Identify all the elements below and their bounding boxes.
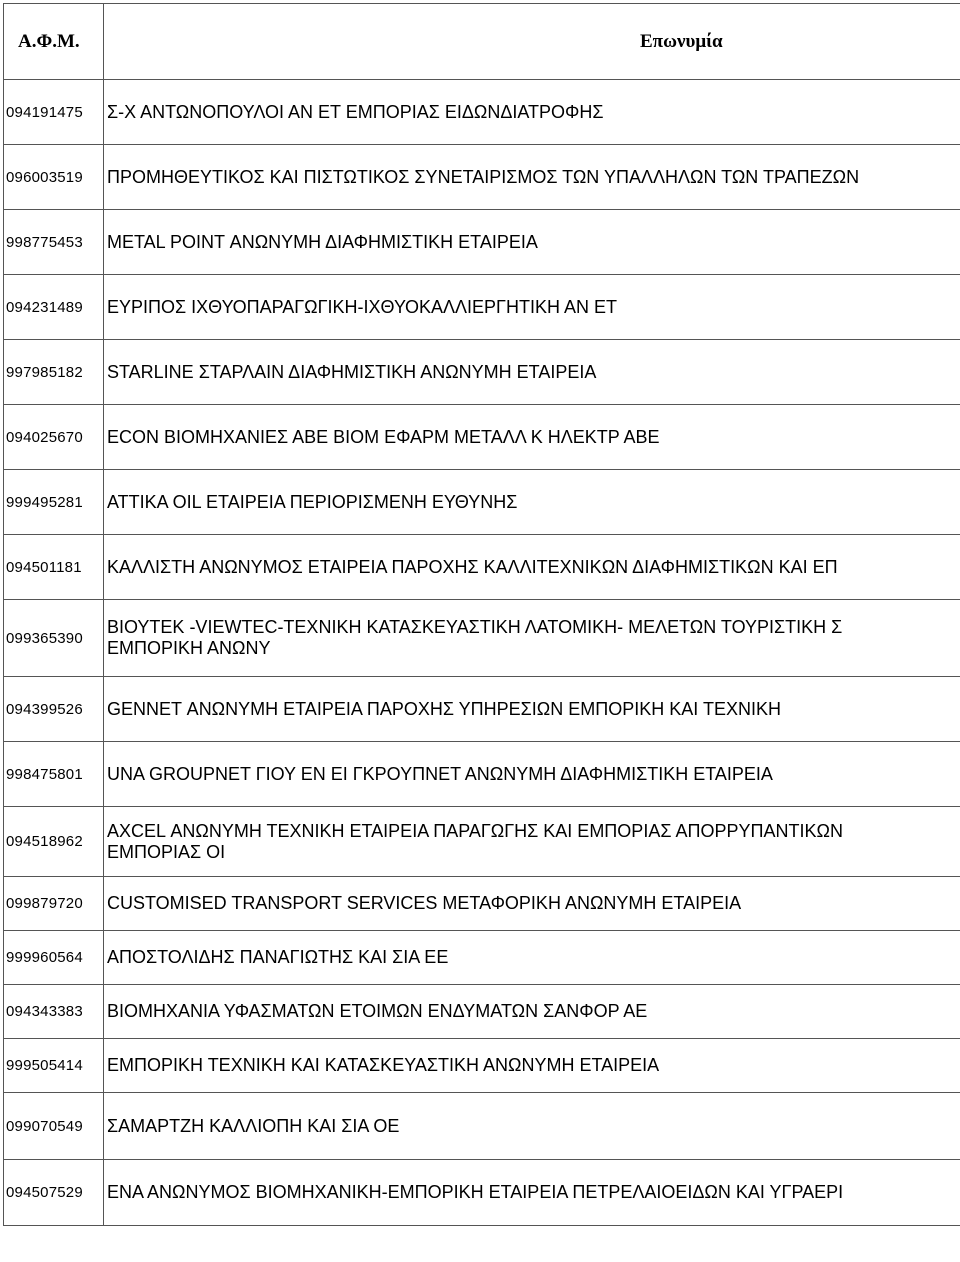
table-row — [4, 340, 960, 405]
table-row — [4, 877, 960, 931]
afm-cell: 099365390 — [4, 600, 104, 677]
name-cell: CUSTOMISED TRANSPORT SERVICES ΜΕΤΑΦΟΡΙΚΗ ΑΝΩΝΥΜΗ ΕΤΑΙΡΕΙΑ — [104, 877, 960, 931]
name-cell: ΒΙΟΜΗΧΑΝΙΑ ΥΦΑΣΜΑΤΩΝ ΕΤΟΙΜΩΝ ΕΝΔΥΜΑΤΩΝ ΣΑΝΦΟΡ ΑΕ — [104, 985, 960, 1039]
table-row — [4, 1039, 960, 1093]
header-name: Επωνυμία — [104, 4, 960, 80]
table-row — [4, 807, 960, 877]
name-line-2: ΕΜΠΟΡΙΚΗ ΑΝΩΝΥ — [107, 638, 271, 658]
name-cell: ATTIKA OIL ΕΤΑΙΡΕΙΑ ΠΕΡΙΟΡΙΣΜΕΝΗ ΕΥΘΥΝΗΣ — [104, 470, 960, 535]
afm-cell: 099879720 — [4, 877, 104, 931]
name-cell: ΕΜΠΟΡΙΚΗ ΤΕΧΝΙΚΗ ΚΑΙ ΚΑΤΑΣΚΕΥΑΣΤΙΚΗ ΑΝΩΝΥΜΗ ΕΤΑΙΡΕΙΑ — [104, 1039, 960, 1093]
header-afm: Α.Φ.Μ. — [4, 4, 104, 80]
afm-cell: 099070549 — [4, 1093, 104, 1160]
name-cell: ΑΠΟΣΤΟΛΙΔΗΣ ΠΑΝΑΓΙΩΤΗΣ ΚΑΙ ΣΙΑ ΕΕ — [104, 931, 960, 985]
table-row — [4, 535, 960, 600]
name-line-1: AXCEL ΑΝΩΝΥΜΗ ΤΕΧΝΙΚΗ ΕΤΑΙΡΕΙΑ ΠΑΡΑΓΩΓΗΣ ΚΑΙ ΕΜΠΟΡΙΑΣ ΑΠΟΡΡΥΠΑΝΤΙΚΩΝ — [107, 820, 843, 841]
table-row — [4, 677, 960, 742]
afm-cell: 094343383 — [4, 985, 104, 1039]
table-row — [4, 405, 960, 470]
table-row — [4, 1093, 960, 1160]
name-cell — [104, 600, 960, 677]
afm-cell: 999505414 — [4, 1039, 104, 1093]
afm-cell: 094507529 — [4, 1160, 104, 1226]
afm-cell: 094501181 — [4, 535, 104, 600]
name-cell: ΕΥΡΙΠΟΣ ΙΧΘΥΟΠΑΡΑΓΩΓΙΚΗ-ΙΧΘΥΟΚΑΛΛΙΕΡΓΗΤΙΚΗ ΑΝ ΕΤ — [104, 275, 960, 340]
afm-cell: 997985182 — [4, 340, 104, 405]
afm-cell: 999495281 — [4, 470, 104, 535]
afm-cell: 094025670 — [4, 405, 104, 470]
name-cell: UNA GROUPNET ΓΙΟΥ ΕΝ ΕΙ ΓΚΡΟΥΠΝΕΤ ΑΝΩΝΥΜΗ ΔΙΑΦΗΜΙΣΤΙΚΗ ΕΤΑΙΡΕΙΑ — [104, 742, 960, 807]
afm-cell: 998775453 — [4, 210, 104, 275]
companies-table — [3, 3, 960, 1226]
table-row — [4, 470, 960, 535]
afm-cell: 998475801 — [4, 742, 104, 807]
afm-cell: 096003519 — [4, 145, 104, 210]
afm-cell: 094399526 — [4, 677, 104, 742]
name-cell: METAL POINT ΑΝΩΝΥΜΗ ΔΙΑΦΗΜΙΣΤΙΚΗ ΕΤΑΙΡΕΙΑ — [104, 210, 960, 275]
name-cell: GENNET ΑΝΩΝΥΜΗ ΕΤΑΙΡΕΙΑ ΠΑΡΟΧΗΣ ΥΠΗΡΕΣΙΩΝ ΕΜΠΟΡΙΚΗ ΚΑΙ ΤΕΧΝΙΚΗ — [104, 677, 960, 742]
name-cell: ECON ΒΙΟΜΗΧΑΝΙΕΣ ΑΒΕ ΒΙΟΜ ΕΦΑΡΜ ΜΕΤΑΛΛ Κ ΗΛΕΚΤΡ ΑΒΕ — [104, 405, 960, 470]
table-row — [4, 210, 960, 275]
afm-cell: 999960564 — [4, 931, 104, 985]
name-line-1: ΒΙΟΥΤΕΚ -VIEWTEC-ΤΕΧΝΙΚΗ ΚΑΤΑΣΚΕΥΑΣΤΙΚΗ ΛΑΤΟΜΙΚΗ- ΜΕΛΕΤΩΝ ΤΟΥΡΙΣΤΙΚΗ Σ — [107, 617, 843, 637]
afm-cell: 094518962 — [4, 807, 104, 877]
name-line-2: ΕΜΠΟΡΙΑΣ ΟΙ — [107, 841, 226, 862]
name-cell: ΠΡΟΜΗΘΕΥΤΙΚΟΣ ΚΑΙ ΠΙΣΤΩΤΙΚΟΣ ΣΥΝΕΤΑΙΡΙΣΜΟΣ ΤΩΝ ΥΠΑΛΛΗΛΩΝ ΤΩΝ ΤΡΑΠΕΖΩΝ — [104, 145, 960, 210]
table-row — [4, 145, 960, 210]
name-cell: ΣΑΜΑΡΤΖΗ ΚΑΛΛΙΟΠΗ ΚΑΙ ΣΙΑ ΟΕ — [104, 1093, 960, 1160]
table-row — [4, 600, 960, 677]
table-row — [4, 985, 960, 1039]
companies-table-wrapper — [3, 3, 960, 1226]
afm-cell: 094231489 — [4, 275, 104, 340]
table-header-row — [4, 4, 960, 80]
name-cell: ΚΑΛΛΙΣΤΗ ΑΝΩΝΥΜΟΣ ΕΤΑΙΡΕΙΑ ΠΑΡΟΧΗΣ ΚΑΛΛΙΤΕΧΝΙΚΩΝ ΔΙΑΦΗΜΙΣΤΙΚΩΝ ΚΑΙ ΕΠ — [104, 535, 960, 600]
table-row — [4, 1160, 960, 1226]
name-cell: ΕΝΑ ΑΝΩΝΥΜΟΣ ΒΙΟΜΗΧΑΝΙΚΗ-ΕΜΠΟΡΙΚΗ ΕΤΑΙΡΕΙΑ ΠΕΤΡΕΛΑΙΟΕΙΔΩΝ ΚΑΙ ΥΓΡΑΕΡΙ — [104, 1160, 960, 1226]
name-cell: Σ-Χ ΑΝΤΩΝΟΠΟΥΛΟΙ ΑΝ ΕΤ ΕΜΠΟΡΙΑΣ ΕΙΔΩΝΔΙΑΤΡΟΦΗΣ — [104, 80, 960, 145]
table-row — [4, 275, 960, 340]
name-cell — [104, 807, 960, 877]
table-row — [4, 80, 960, 145]
table-row — [4, 931, 960, 985]
table-row — [4, 742, 960, 807]
afm-cell: 094191475 — [4, 80, 104, 145]
name-cell: STARLINE ΣΤΑΡΛΑΙΝ ΔΙΑΦΗΜΙΣΤΙΚΗ ΑΝΩΝΥΜΗ ΕΤΑΙΡΕΙΑ — [104, 340, 960, 405]
